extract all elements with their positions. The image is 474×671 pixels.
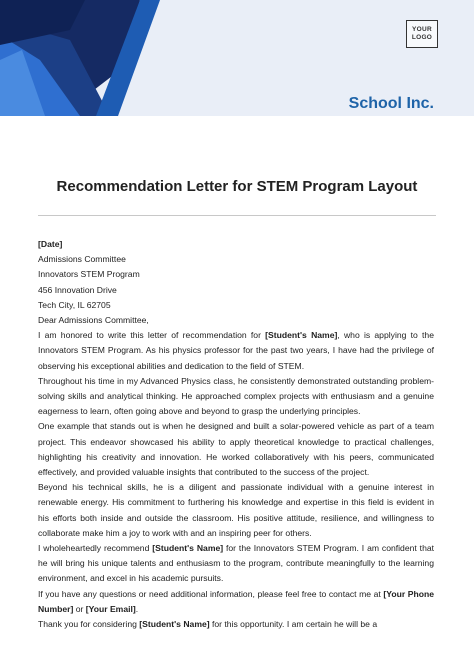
decorative-shapes [0, 0, 200, 116]
address-line: Admissions Committee [38, 254, 126, 265]
logo-text-line1: YOUR [412, 26, 432, 33]
title-divider [38, 215, 436, 216]
address-line: 456 Innovation Drive [38, 284, 117, 295]
paragraph-3: One example that stands out is when he designed and built a solar-powered vehicle as part of a team project. This endeavor showcased his ability to apply theoretical knowledge to practical challenges, highlighting his creativity and innovation. He worked collaboratively with his peers, communicated effectively, and provided valuable insights that contributed to the success of the project. [38, 421, 434, 478]
salutation: Dear Admissions Committee, [38, 315, 149, 326]
paragraph-7: Thank you for considering [Student's Name] for this opportunity. I am certain he will be a [38, 619, 378, 630]
paragraph-2: Throughout his time in my Advanced Physics class, he consistently demonstrated outstanding problem-solving skills and analytical thinking. He approached complex projects with enthusiasm and a genuine eagerness to learn, often going above and beyond to grasp the underlying principles. [38, 375, 434, 417]
paragraph-6: If you have any questions or need additional information, please feel free to contact me at [Your Phone Number] or [Your Email]. [38, 588, 434, 614]
paragraph-5: I wholeheartedly recommend [Student's Name] for the Innovators STEM Program. I am confident that he will bring his unique talents and enthusiasm to the program, contribute meaningfully to the learning environment, and excel in his academic pursuits. [38, 543, 435, 584]
letter-body [38, 237, 434, 632]
paragraph-4: Beyond his technical skills, he is a diligent and passionate individual with a genuine interest in renewable energy. His commitment to furthering his knowledge and expertise in this field is evident in his efforts both inside and outside the classroom. His positive attitude, resilience, and willingness to collaborate make him a joy to work with and an inspiring peer for others. [38, 482, 434, 538]
address-line: Tech City, IL 62705 [38, 299, 111, 310]
logo-text-line2: LOGO [411, 34, 433, 41]
document-title: Recommendation Letter for STEM Program Layout [56, 178, 418, 195]
logo-placeholder [406, 20, 438, 48]
company-name: School Inc. [348, 95, 434, 112]
date-placeholder: [Date] [38, 239, 63, 249]
address-line: Innovators STEM Program [38, 269, 140, 280]
paragraph-1: I am honored to write this letter of recommendation for [Student's Name], who is applying to the Innovators STEM Program. As his physics professor for the past two years, I have had the privilege of observing his exceptional abilities and dedication to the field of STEM. [38, 330, 434, 371]
